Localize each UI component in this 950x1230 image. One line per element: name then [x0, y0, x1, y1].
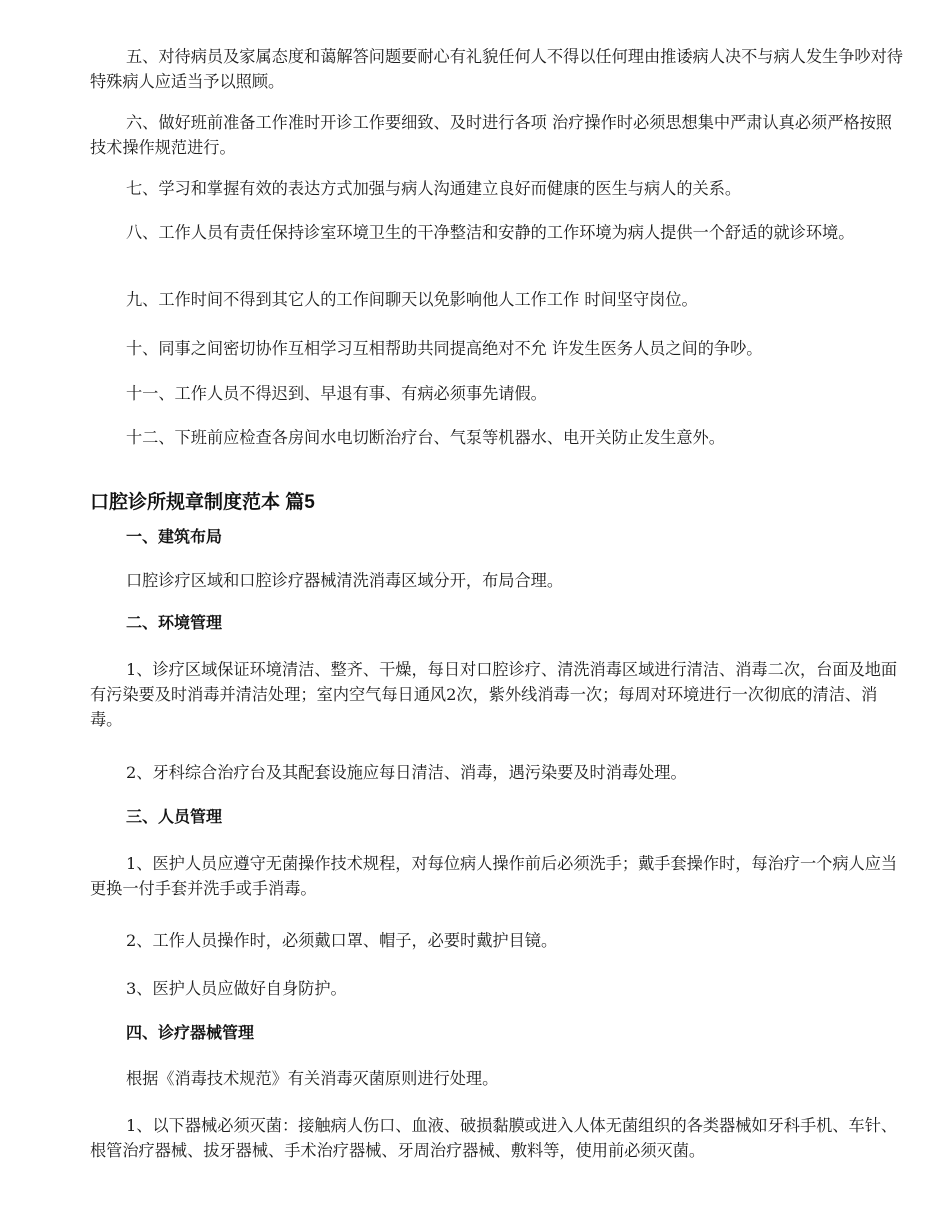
heading-instruments: 四、诊疗器械管理 — [126, 1025, 255, 1042]
rule-12: 十二、下班前应检查各房间水电切断治疗台、气泵等机器水、电开关防止发生意外。 — [126, 428, 725, 447]
heading-building: 一、建筑布局 — [126, 529, 223, 546]
rule-5: 五、对待病员及家属态度和蔼解答问题要耐心有礼貌任何人不得以任何理由推诿病人决不与病人发生争吵对待特殊病人应适当予以照顾。 — [90, 47, 903, 91]
instruments-intro: 根据《消毒技术规范》有关消毒灭菌原则进行处理。 — [126, 1069, 499, 1088]
heading-environment: 二、环境管理 — [126, 615, 223, 632]
personnel-item-3: 3、医护人员应做好自身防护。 — [126, 979, 347, 998]
section-title: 口腔诊所规章制度范本 篇5 — [90, 492, 315, 513]
rule-7: 七、学习和掌握有效的表达方式加强与病人沟通建立良好而健康的医生与病人的关系。 — [126, 179, 742, 198]
environment-item-1: 1、诊疗区域保证环境清洁、整齐、干燥，每日对口腔诊疗、清洗消毒区域进行清洁、消毒二次，台面及地面有污染要及时消毒并清洁处理；室内空气每日通风2次，紫外线消毒一次；每周对环境进行一次彻底的清洁、消毒。 — [90, 660, 898, 729]
rule-8: 八、工作人员有责任保持诊室环境卫生的干净整洁和安静的工作环境为病人提供一个舒适的就诊环境。 — [126, 223, 855, 242]
rule-11: 十一、工作人员不得迟到、早退有事、有病必须事先请假。 — [126, 384, 547, 403]
personnel-item-2: 2、工作人员操作时，必须戴口罩、帽子，必要时戴护目镜。 — [126, 931, 558, 950]
rule-9: 九、工作时间不得到其它人的工作间聊天以免影响他人工作工作 时间坚守岗位。 — [126, 290, 698, 309]
instruments-item-1: 1、以下器械必须灭菌：接触病人伤口、血液、破损黏膜或进入人体无菌组织的各类器械如牙科手机、车针、根管治疗器械、拔牙器械、手术治疗器械、牙周治疗器械、敷料等，使用前必须灭菌。 — [90, 1116, 898, 1160]
rule-10: 十、同事之间密切协作互相学习互相帮助共同提高绝对不允 许发生医务人员之间的争吵。 — [126, 339, 763, 358]
rule-6: 六、做好班前准备工作准时开诊工作要细致、及时进行各项 治疗操作时必须思想集中严肃认真必须严格按照技术操作规范进行。 — [90, 113, 892, 157]
environment-item-2: 2、牙科综合治疗台及其配套设施应每日清洁、消毒，遇污染要及时消毒处理。 — [126, 763, 687, 782]
building-text: 口腔诊疗区域和口腔诊疗器械清洗消毒区域分开，布局合理。 — [126, 571, 564, 590]
heading-personnel: 三、人员管理 — [126, 809, 223, 826]
personnel-item-1: 1、医护人员应遵守无菌操作技术规程，对每位病人操作前后必须洗手；戴手套操作时，每治疗一个病人应当更换一付手套并洗手或手消毒。 — [90, 854, 898, 898]
